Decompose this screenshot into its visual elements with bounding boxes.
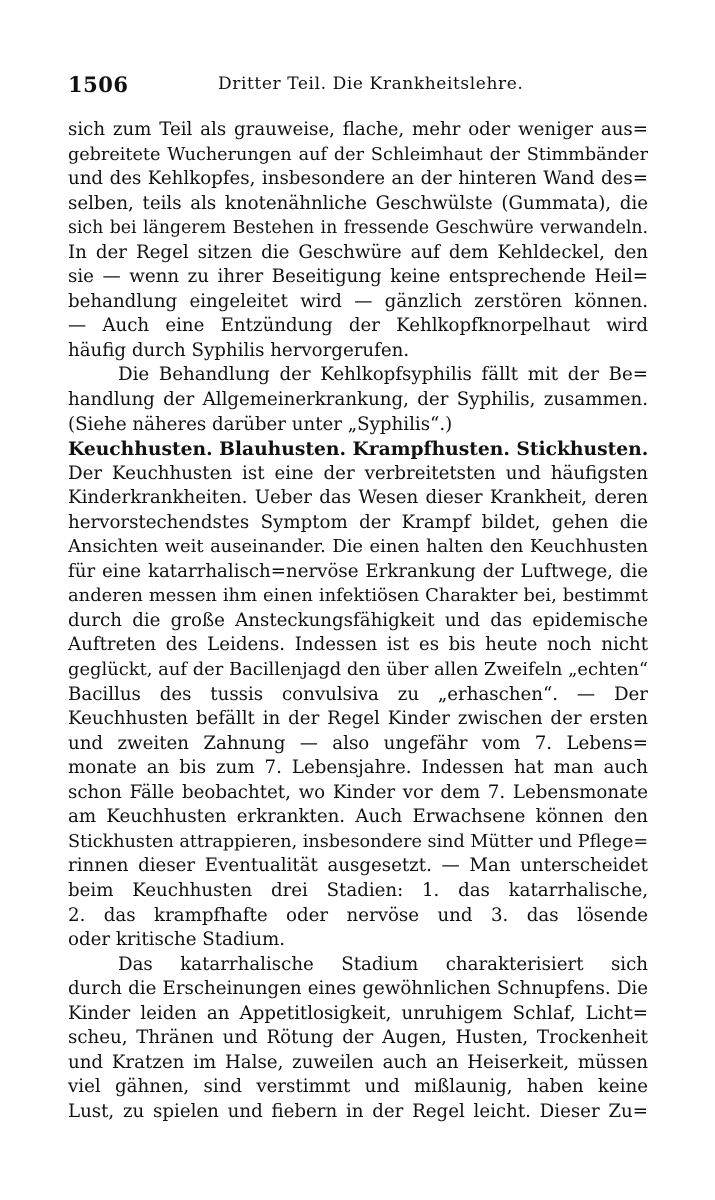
text-line: geglückt, auf der Bacillenjagd den über allen Zweifeln „echten“ xyxy=(68,659,648,681)
text-line: Bacillus des tussis convulsiva zu „erhaschen“. — Der xyxy=(68,683,648,705)
body-text xyxy=(68,118,648,1124)
text-line: behandlung eingeleitet wird — gänzlich zerstören können. xyxy=(68,290,648,312)
text-line: (Siehe näheres darüber unter „Syphilis“.) xyxy=(68,413,453,435)
text-line: rinnen dieser Eventualität ausgesetzt. — Man unterscheidet xyxy=(68,855,648,877)
text-line: handlung der Allgemeinerkrankung, der Syphilis, zusammen. xyxy=(68,389,648,411)
text-line: Ansichten weit auseinander. Die einen halten den Keuchhusten xyxy=(68,536,648,558)
text-line: Auftreten des Leidens. Indessen ist es bis heute noch nicht xyxy=(68,634,648,656)
page-number: 1506 xyxy=(68,72,129,97)
text-line: und des Kehlkopfes, insbesondere an der hinteren Wand des= xyxy=(68,168,648,190)
text-line: Die Behandlung der Kehlkopfsyphilis fällt mit der Be= xyxy=(118,364,648,386)
text-line: Lust, zu spielen und fiebern in der Regel leicht. Dieser Zu= xyxy=(68,1100,648,1122)
text-line: Stickhusten attrappieren, insbesondere sind Mütter und Pflege= xyxy=(68,831,649,852)
text-line: am Keuchhusten erkrankten. Auch Erwachsene können den xyxy=(68,806,648,828)
text-line: und zweiten Zahnung — also ungefähr vom 7. Lebens= xyxy=(68,732,648,754)
text-line: — Auch eine Entzündung der Kehlkopfknorpelhaut wird xyxy=(68,315,648,337)
text-line: anderen messen ihm einen infektiösen Charakter bei, bestimmt xyxy=(68,585,648,607)
section-heading: Keuchhusten. Blauhusten. Krampfhusten. Stickhusten. xyxy=(68,438,649,461)
text-line: und Kratzen im Halse, zuweilen auch an Heiserkeit, müssen xyxy=(68,1051,648,1073)
text-line: Das katarrhalische Stadium charakterisiert sich xyxy=(118,953,648,975)
text-line: oder kritische Stadium. xyxy=(68,929,286,951)
text-line: gebreitete Wucherungen auf der Schleimhaut der Stimmbänder xyxy=(68,144,648,165)
text-line: 2. das krampfhafte oder nervöse und 3. das lösende xyxy=(68,904,648,926)
text-line: durch die Erscheinungen eines gewöhnlichen Schnupfens. Die xyxy=(68,978,648,1000)
text-line: sie — wenn zu ihrer Beseitigung keine entsprechende Heil= xyxy=(68,266,648,288)
text-line: monate an bis zum 7. Lebensjahre. Indessen hat man auch xyxy=(68,757,648,779)
text-line: schon Fälle beobachtet, wo Kinder vor dem 7. Lebensmonate xyxy=(68,781,648,803)
text-line: viel gähnen, sind verstimmt und mißlaunig, haben keine xyxy=(68,1076,648,1098)
text-line: Kinderkrankheiten. Ueber das Wesen dieser Krankheit, deren xyxy=(68,487,648,509)
text-line: scheu, Thränen und Rötung der Augen, Husten, Trockenheit xyxy=(68,1027,648,1049)
text-line: für eine katarrhalisch=nervöse Erkrankung der Luftwege, die xyxy=(68,560,648,582)
text-line: häufig durch Syphilis hervorgerufen. xyxy=(68,339,410,361)
text-line: In der Regel sitzen die Geschwüre auf dem Kehldeckel, den xyxy=(68,241,648,263)
text-line: hervorstechendstes Symptom der Krampf bildet, gehen die xyxy=(68,511,648,533)
text-line: Keuchhusten befällt in der Regel Kinder zwischen der ersten xyxy=(68,708,648,730)
page-header xyxy=(68,72,648,106)
text-line: Der Keuchhusten ist eine der verbreitetsten und häufigsten xyxy=(68,462,648,484)
text-line: selben, teils als knotenähnliche Geschwülste (Gummata), die xyxy=(68,192,648,214)
text-line: Kinder leiden an Appetitlosigkeit, unruhigem Schlaf, Licht= xyxy=(68,1002,648,1024)
text-line: sich zum Teil als grauweise, flache, mehr oder weniger aus= xyxy=(68,119,648,140)
text-line: sich bei längerem Bestehen in fressende Geschwüre verwandeln. xyxy=(68,218,648,239)
text-line: durch die große Ansteckungsfähigkeit und das epidemische xyxy=(68,609,648,631)
running-head: Dritter Teil. Die Krankheitslehre. xyxy=(218,74,524,94)
text-line: beim Keuchhusten drei Stadien: 1. das katarrhalische, xyxy=(68,879,648,901)
